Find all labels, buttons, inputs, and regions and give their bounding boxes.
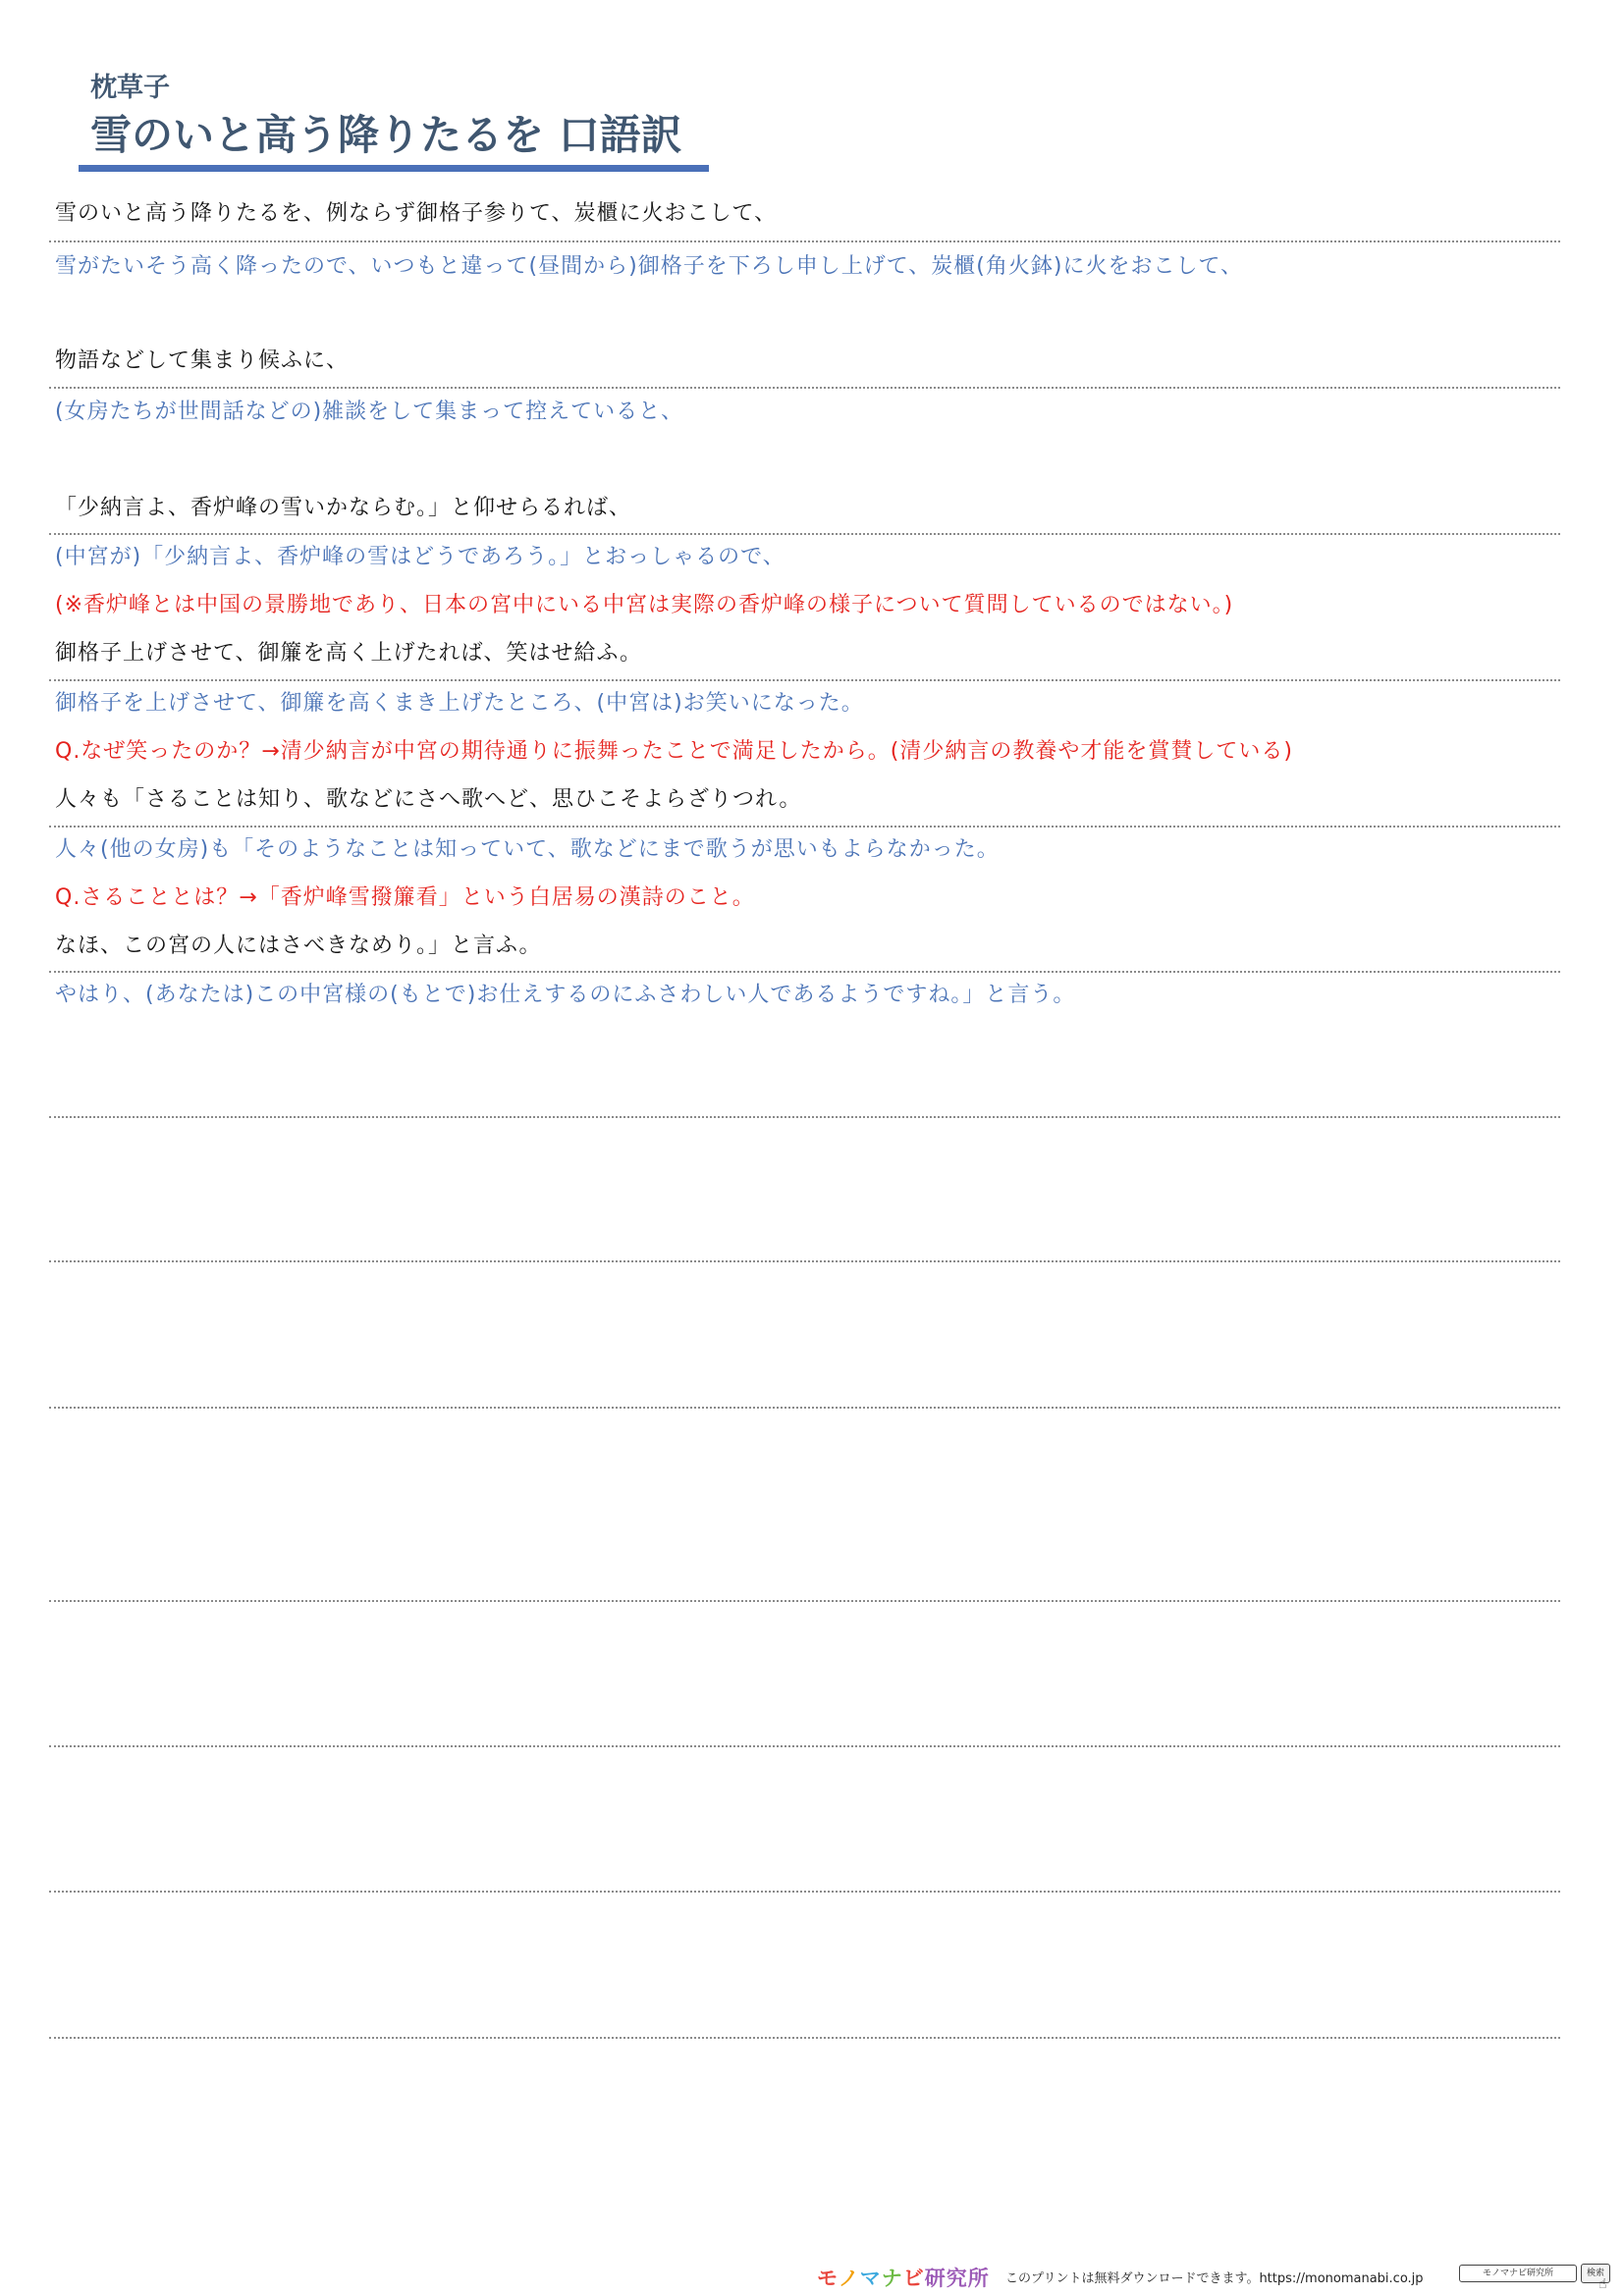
dotted-rule — [49, 1745, 1560, 1747]
text-line: (※香炉峰とは中国の景勝地であり、日本の宮中にいる中宮は実際の香炉峰の様子について質問しているのではない。) — [55, 593, 1234, 617]
dotted-rule — [49, 679, 1560, 681]
dotted-rule — [49, 387, 1560, 389]
text-line: 雪がたいそう高く降ったので、いつもと違って(昼間から)御格子を下ろし申し上げて、炭櫃(角火鉢)に火をおこして、 — [55, 254, 1244, 279]
dotted-rule — [49, 240, 1560, 242]
text-line: 御格子を上げさせて、御簾を高くまき上げたところ、(中宮は)お笑いになった。 — [55, 691, 864, 716]
work-title: 枕草子 — [90, 73, 170, 103]
text-line: やはり、(あなたは)この中宮様の(もとで)お仕えするのにふさわしい人であるようですね。」と言う。 — [55, 983, 1076, 1007]
site-logo[interactable]: モノマナビ研究所 — [817, 2267, 990, 2290]
search-button[interactable]: 検索 — [1581, 2264, 1610, 2283]
dotted-rule — [49, 1407, 1560, 1409]
footer — [817, 2263, 1612, 2292]
text-line: 御格子上げさせて、御簾を高く上げたれば、笑はせ給ふ。 — [55, 641, 643, 666]
text-line: Q.なぜ笑ったのか？→清少納言が中宮の期待通りに振舞ったことで満足したから。(清少納言の教養や才能を賞賛している) — [55, 739, 1293, 764]
text-line: なほ、この宮の人にはさべきなめり。」と言ふ。 — [55, 934, 542, 958]
dotted-rule — [49, 1600, 1560, 1602]
dotted-rule — [49, 1891, 1560, 1893]
dotted-rule — [49, 1260, 1560, 1262]
text-line: 物語などして集まり候ふに、 — [55, 348, 350, 373]
page-title: 雪のいと高う降りたるを 口語訳 — [90, 111, 682, 159]
text-line: Q.さることとは？→「香炉峰雪撥簾看」という白居易の漢詩のこと。 — [55, 885, 755, 910]
dotted-rule — [49, 1116, 1560, 1118]
text-line: 「少納言よ、香炉峰の雪いかならむ。」と仰せらるれば、 — [55, 496, 632, 520]
text-line: 人々も「さることは知り、歌などにさへ歌へど、思ひこそよらざりつれ。 — [55, 787, 802, 812]
text-line: 雪のいと高う降りたるを、例ならず御格子参りて、炭櫃に火おこして、 — [55, 201, 778, 226]
dotted-rule — [49, 2037, 1560, 2039]
text-line: (中宮が)「少納言よ、香炉峰の雪はどうであろう。」とおっしゃるので、 — [55, 545, 785, 569]
text-line: (女房たちが世間話などの)雑談をして集まって控えていると、 — [55, 400, 684, 424]
dotted-rule — [49, 533, 1560, 535]
text-line: 人々(他の女房)も「そのようなことは知っていて、歌などにまで歌うが思いもよらなかった。 — [55, 837, 1000, 862]
search-input[interactable]: モノマナビ研究所 — [1459, 2265, 1577, 2282]
dotted-rule — [49, 971, 1560, 973]
footer-download-notice: このプリントは無料ダウンロードできます。https://monomanabi.co.jp — [1005, 2271, 1424, 2286]
dotted-rule — [49, 826, 1560, 828]
pointer-cursor-icon: ☝ — [1598, 2276, 1607, 2292]
